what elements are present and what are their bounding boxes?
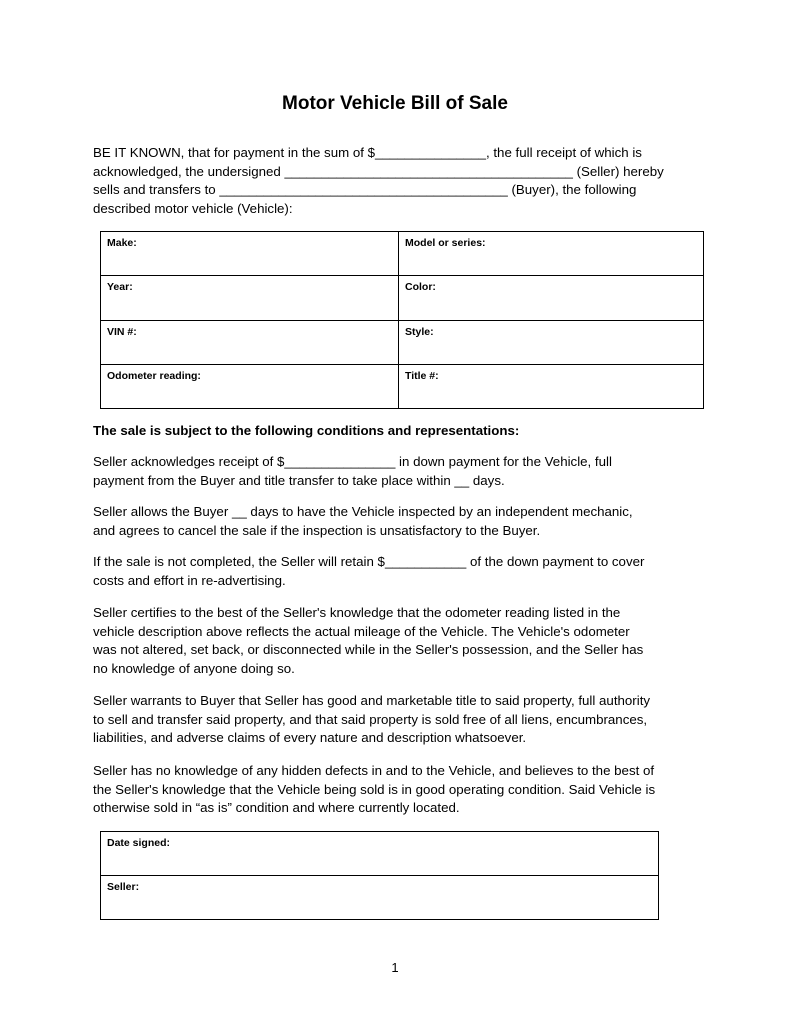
intro-line: BE IT KNOWN, that for payment in the sum of $_______________, the full receipt of which is [93,145,642,160]
paragraph-line: Seller allows the Buyer __ days to have the Vehicle inspected by an independent mechanic, [93,504,633,519]
page-number: 1 [391,960,399,975]
odometer-certification-paragraph [93,604,703,678]
paragraph-line: liabilities, and adverse claims of every nature and description whatsoever. [93,730,527,746]
paragraph-line: Seller warrants to Buyer that Seller has good and marketable title to said property, full authority [93,693,651,708]
signature-table [100,831,659,920]
color-field[interactable]: Color: [399,276,704,320]
make-field[interactable]: Make: [101,232,399,276]
document-title: Motor Vehicle Bill of Sale [282,93,508,114]
style-field[interactable]: Style: [399,320,704,364]
paragraph-line: Seller has no knowledge of any hidden defects in and to the Vehicle, and believes to the best of [93,763,655,778]
intro-line: sells and transfers to _______________________________________ (Buyer), the following [93,182,637,198]
paragraph-line: was not altered, set back, or disconnected while in the Seller's possession, and the Seller has [93,642,644,658]
year-field[interactable]: Year: [101,276,399,320]
intro-paragraph [93,144,703,218]
table-row [101,832,659,876]
vehicle-details-table [100,231,704,409]
inspection-paragraph [93,503,703,540]
paragraph-line: vehicle description above reflects the actual mileage of the Vehicle. The Vehicle's odometer [93,623,630,639]
odometer-reading-field[interactable]: Odometer reading: [101,364,399,408]
paragraph-line: Seller certifies to the best of the Seller's knowledge that the odometer reading listed in the [93,605,621,620]
table-row [101,364,704,408]
title-number-field[interactable]: Title #: [399,364,704,408]
vin-field[interactable]: VIN #: [101,320,399,364]
defects-paragraph [93,762,703,818]
paragraph-line: the Seller's knowledge that the Vehicle being sold is in good operating condition. Said Vehicle is [93,781,656,797]
paragraph-line: payment from the Buyer and title transfer to take place within __ days. [93,472,505,488]
paragraph-line: If the sale is not completed, the Seller will retain $___________ of the down payment to cover [93,554,645,569]
table-row [101,320,704,364]
model-series-field[interactable]: Model or series: [399,232,704,276]
conditions-heading: The sale is subject to the following conditions and representations: [93,423,520,438]
table-row [101,232,704,276]
title-warranty-paragraph [93,692,703,748]
paragraph-line: Seller acknowledges receipt of $_______________ in down payment for the Vehicle, full [93,454,612,469]
paragraph-line: costs and effort in re-advertising. [93,572,286,588]
date-signed-field[interactable]: Date signed: [101,832,659,876]
down-payment-paragraph [93,453,703,490]
paragraph-line: and agrees to cancel the sale if the inspection is unsatisfactory to the Buyer. [93,522,541,538]
seller-signature-field[interactable]: Seller: [101,876,659,920]
retention-paragraph [93,553,703,590]
paragraph-line: otherwise sold in “as is” condition and where currently located. [93,800,460,816]
intro-line: described motor vehicle (Vehicle): [93,200,293,216]
paragraph-line: to sell and transfer said property, and that said property is sold free of all liens, encumbrances, [93,711,648,727]
table-row [101,276,704,320]
intro-line: acknowledged, the undersigned _______________________________________ (Seller) hereby [93,163,664,179]
table-row [101,876,659,920]
paragraph-line: no knowledge of anyone doing so. [93,660,295,676]
